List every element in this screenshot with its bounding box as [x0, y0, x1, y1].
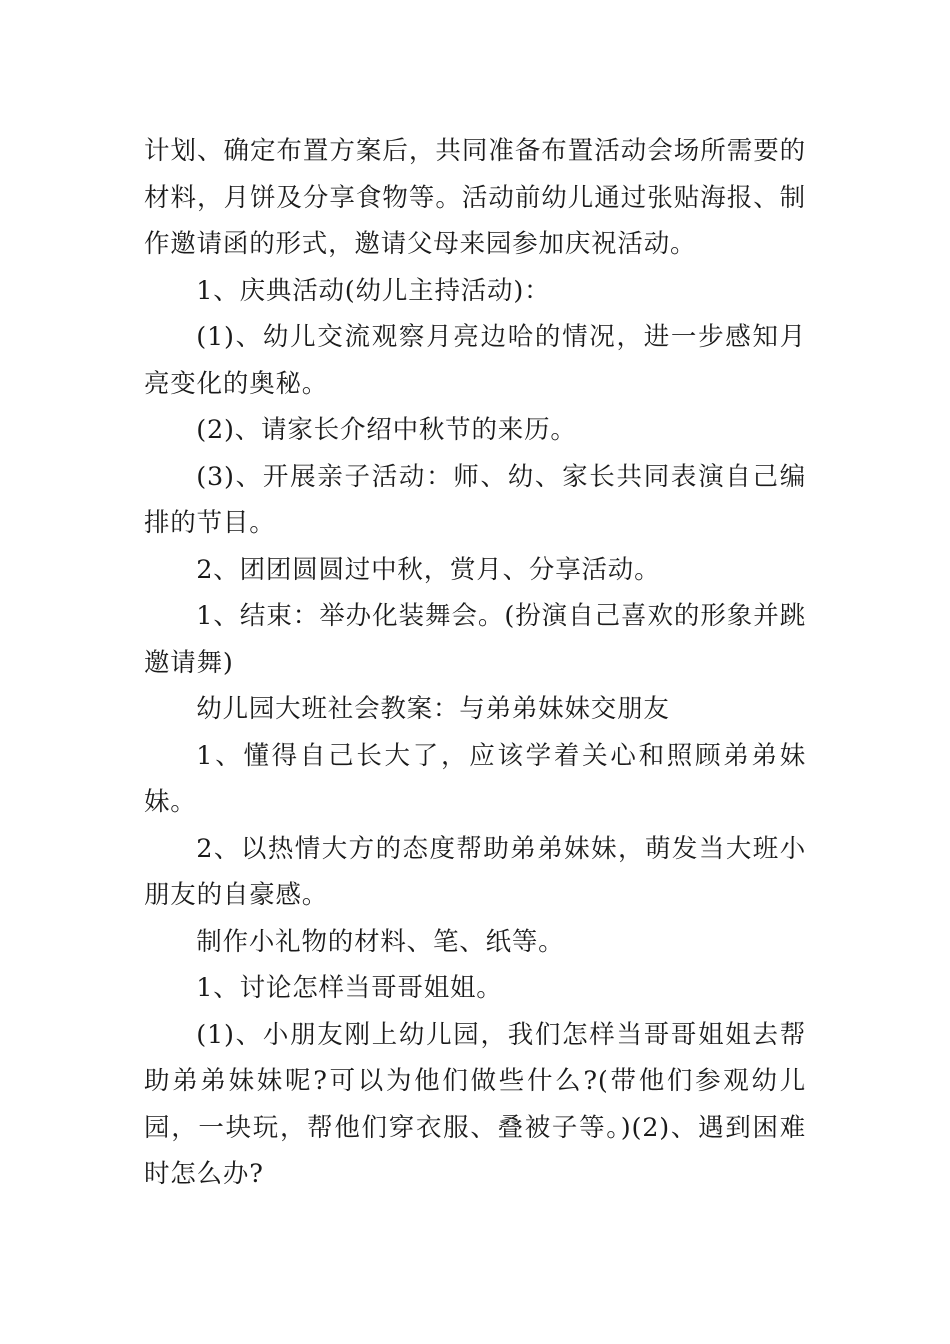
paragraph: 2、团团圆圆过中秋，赏月、分享活动。 [196, 554, 661, 585]
section-heading: 幼儿园大班社会教案：与弟弟妹妹交朋友 [196, 694, 670, 724]
paragraph: (2)、请家长介绍中秋节的来历。 [196, 415, 577, 445]
paragraph: (1)、小朋友刚上幼儿园，我们怎样当哥哥姐姐去帮助弟弟妹妹呢?可以为他们做些什么?(带他们参观幼儿园，一块玩，帮他们穿衣服、叠被子等。)(2)、遇到困难时怎么办? [144, 1019, 806, 1189]
paragraph: (1)、幼儿交流观察月亮边哈的情况，进一步感知月亮变化的奥秘。 [144, 322, 806, 399]
paragraph: 1、结束：举办化装舞会。(扮演自己喜欢的形象并跳邀请舞) [144, 601, 806, 678]
paragraph: 1、庆典活动(幼儿主持活动)： [196, 275, 551, 306]
paragraph: 计划、确定布置方案后，共同准备布置活动会场所需要的材料，月饼及分享食物等。活动前幼儿通过张贴海报、制作邀请函的形式，邀请父母来园参加庆祝活动。 [144, 136, 806, 259]
paragraph: 1、讨论怎样当哥哥姐姐。 [196, 973, 503, 1003]
paragraph: 2、以热情大方的态度帮助弟弟妹妹，萌发当大班小朋友的自豪感。 [144, 833, 806, 910]
paragraph: (3)、开展亲子活动：师、幼、家长共同表演自己编排的节目。 [144, 461, 806, 538]
paragraph: 制作小礼物的材料、笔、纸等。 [196, 926, 565, 957]
body-text [144, 128, 806, 1198]
paragraph: 1、懂得自己长大了，应该学着关心和照顾弟弟妹妹。 [144, 740, 806, 817]
